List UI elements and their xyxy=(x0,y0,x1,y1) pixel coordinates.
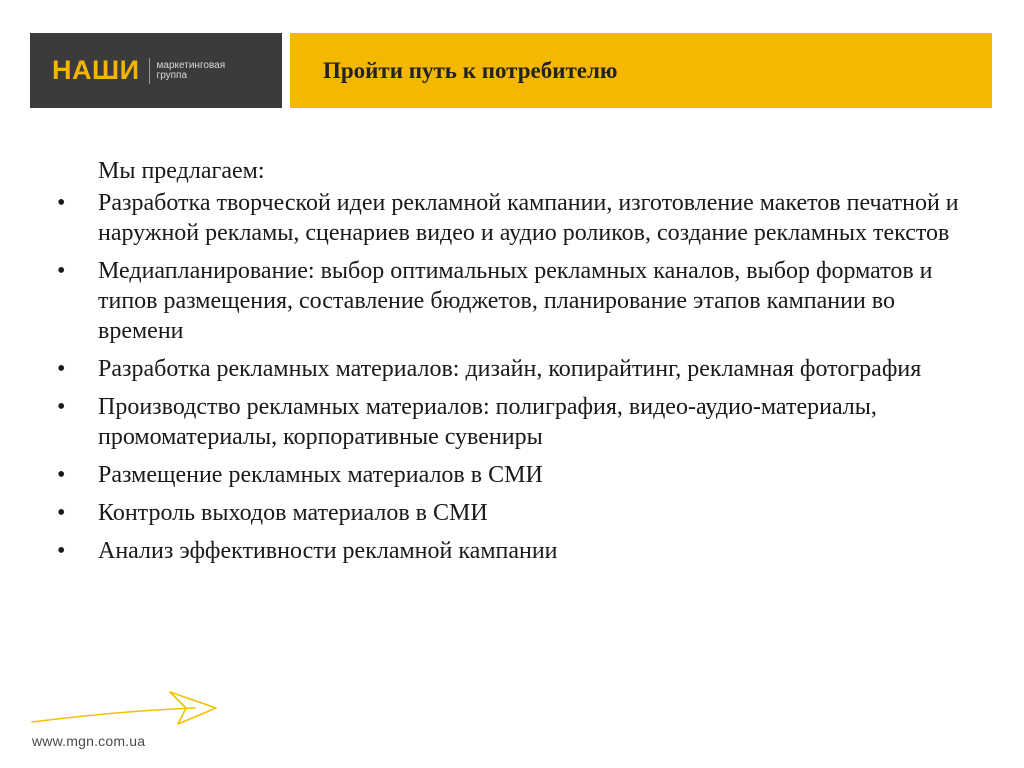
bullet-icon: • xyxy=(57,190,66,216)
list-item xyxy=(55,392,975,452)
logo-divider xyxy=(149,58,150,84)
services-list xyxy=(55,188,975,566)
logo xyxy=(30,33,282,108)
slide-header xyxy=(30,33,992,108)
slide-title: Пройти путь к потребителю xyxy=(323,57,618,83)
footer-url: www.mgn.com.ua xyxy=(32,733,146,749)
logo-subtitle-line1: маркетинговая xyxy=(156,59,226,71)
arrow-swoosh-icon xyxy=(30,688,230,728)
logo-subtitle-line2: группа xyxy=(156,69,188,81)
bullet-icon: • xyxy=(57,394,66,420)
list-item-text: Анализ эффективности рекламной кампании xyxy=(98,538,558,564)
list-item-text: Разработка рекламных материалов: дизайн, копирайтинг, рекламная фотография xyxy=(98,356,922,382)
list-item-text: Медиапланирование: выбор оптимальных рекламных каналов, выбор форматов и типов размещения, составление бюджетов, планирование этапов кампании во времени xyxy=(98,258,933,344)
bullet-icon: • xyxy=(57,258,66,284)
slide-body xyxy=(55,156,975,574)
list-item-text: Размещение рекламных материалов в СМИ xyxy=(98,462,543,488)
list-item xyxy=(55,188,975,248)
list-item-text: Контроль выходов материалов в СМИ xyxy=(98,500,488,526)
bullet-icon: • xyxy=(57,462,66,488)
bullet-icon: • xyxy=(57,356,66,382)
bullet-icon: • xyxy=(57,538,66,564)
list-item-text: Производство рекламных материалов: полиграфия, видео-аудио-материалы, промоматериалы, корпоративные сувениры xyxy=(98,394,877,450)
list-item-text: Разработка творческой идеи рекламной кампании, изготовление макетов печатной и наружной рекламы, сценариев видео и аудио роликов, создание рекламных текстов xyxy=(98,190,959,246)
title-banner xyxy=(290,33,992,108)
list-item xyxy=(55,498,975,528)
intro-text: Мы предлагаем: xyxy=(98,158,265,184)
logo-wordmark: НАШИ xyxy=(52,55,140,85)
bullet-icon: • xyxy=(57,500,66,526)
header-gap xyxy=(282,33,290,108)
list-item xyxy=(55,256,975,346)
list-item xyxy=(55,460,975,490)
list-item xyxy=(55,536,975,566)
logo-subtitle xyxy=(157,61,226,81)
list-item xyxy=(55,354,975,384)
